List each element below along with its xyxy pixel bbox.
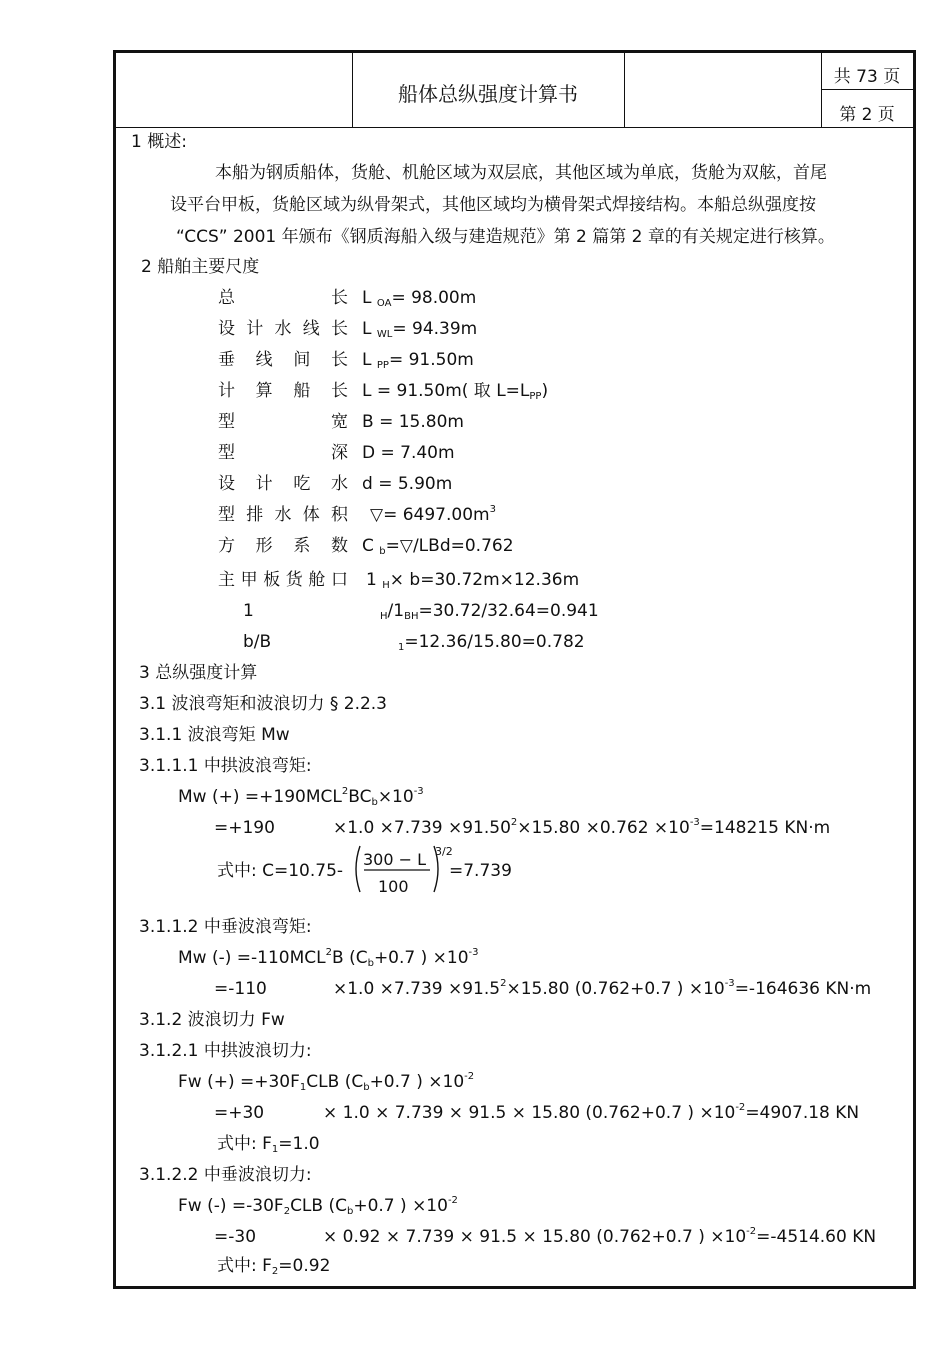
total-pages: 共 73 页	[833, 67, 901, 87]
f2-note: 式中: F2=0.92	[217, 1256, 331, 1277]
fraction-exponent: 3/2	[435, 845, 453, 858]
header-divider	[821, 89, 913, 90]
dim-value: L = 91.50m( 取 L=LPP)	[362, 381, 549, 402]
sagging-shear-formula: Fw (-) =-30F2CLB (Cb+0.7 ) $\times 10^{-2}$	[178, 1195, 458, 1217]
dim-label: 型 宽	[218, 412, 348, 432]
overview-line-3: “CCS” 2001 年颁布《钢质海船入级与建造规范》第 2 篇第 2 章的有关规定进行核算。	[176, 227, 835, 247]
dim-label: 计 算 船 长	[218, 381, 348, 401]
dim-value: d = 5.90m	[362, 474, 453, 494]
c-coefficient-result: =7.739	[449, 861, 512, 881]
overview-line-1: 本船为钢质船体，货舱、机舱区域为双层底，其他区域为单底，货舱为双舷，首尾	[215, 163, 827, 183]
section-3-1-2-1-heading: 3.1.2.1 中拱波浪切力:	[139, 1041, 312, 1061]
sagging-moment-formula: Mw (-) $=-110MCL^2B$ (Cb+0.7 ) $\times 10^{-3}$	[178, 947, 479, 969]
sagging-shear-calc: × 0.92 × 7.739 × 91.5 × 15.80 (0.762+0.7 ) $\times 10^{-2}=-4514.60$ KN	[323, 1226, 877, 1247]
hogging-shear-calc-lhs: =+30	[214, 1103, 265, 1123]
dim-label: 主 甲 板 货 舱 口	[218, 570, 348, 590]
section-3-1-heading: 3.1 波浪弯矩和波浪切力 § 2.2.3	[139, 694, 388, 714]
dim-label: 方 形 系 数	[218, 536, 348, 556]
hogging-shear-formula: Fw (+) =+30F1CLB (Cb+0.7 ) $\times 10^{-2}$	[178, 1071, 475, 1093]
section-3-1-1-heading: 3.1.1 波浪弯矩 Mw	[139, 725, 290, 745]
dim-label: 总 长	[218, 288, 348, 308]
dim-value: L OA= 98.00m	[362, 288, 477, 309]
breadth-ratio-value: 1=12.36/15.80=0.782	[398, 632, 585, 653]
document-title: 船体总纵强度计算书	[398, 82, 578, 106]
page-number: 第 2 页	[839, 105, 895, 125]
section-3-1-2-heading: 3.1.2 波浪切力 Fw	[139, 1010, 285, 1030]
hogging-shear-calc: × 1.0 × 7.739 × 91.5 × 15.80 (0.762+0.7 ) $\times 10^{-2}=4907.18$ KN	[323, 1102, 860, 1123]
hogging-moment-formula: Mw (+) $=+190MCL^2BCb\times 10^{-3}$	[178, 786, 424, 808]
breadth-ratio-label: b/B	[243, 632, 272, 652]
dim-label: 型 深	[218, 443, 348, 463]
dim-value: B = 15.80m	[362, 412, 464, 432]
f1-note: 式中: F1=1.0	[217, 1134, 320, 1155]
dim-value: L PP= 91.50m	[362, 350, 474, 371]
section-3-1-2-2-heading: 3.1.2.2 中垂波浪切力:	[139, 1165, 312, 1185]
block-coefficient-value: C b=▽/LBd=0.762	[362, 536, 514, 557]
section-3-1-1-1-heading: 3.1.1.1 中拱波浪弯矩:	[139, 756, 312, 776]
sagging-moment-calc-lhs: =-110	[214, 979, 267, 999]
dim-label: 垂 线 间 长	[218, 350, 348, 370]
hatch-ratio-value: H/1BH=30.72/32.64=0.941	[380, 601, 599, 622]
displacement-value: ▽= $6497.00m^3$	[370, 504, 496, 525]
section-3-1-1-2-heading: 3.1.1.2 中垂波浪弯矩:	[139, 917, 312, 937]
sagging-moment-calc: $\times 1.0 \times 7.739 \times 91.5^2\times 15.80$ (0.762+0.7 ) $\times 10^{-3}=-164636$ KN·m	[333, 978, 872, 999]
header-divider	[624, 53, 625, 127]
hatch-value: 1 H× b=30.72m×12.36m	[366, 570, 580, 591]
hatch-ratio-label: 1	[243, 601, 254, 621]
overview-line-2: 设平台甲板，货舱区域为纵骨架式，其他区域均为横骨架式焊接结构。本船总纵强度按	[170, 195, 816, 215]
dim-label: 型 排 水 体 积	[218, 505, 348, 525]
dim-value: D = 7.40m	[362, 443, 455, 463]
fraction-denominator: 100	[378, 877, 409, 896]
sagging-shear-calc-lhs: =-30	[214, 1227, 257, 1247]
dim-label: 设 计 吃 水	[218, 474, 348, 494]
section-1-heading: 1 概述:	[131, 132, 187, 152]
section-3-heading: 3 总纵强度计算	[139, 663, 258, 683]
dim-value: L WL= 94.39m	[362, 319, 478, 340]
dim-label: 设 计 水 线 长	[218, 319, 348, 339]
hogging-moment-calc: $\times 1.0 \times 7.739 \times 91.50^2\times 15.80 \times 0.762 \times 10^{-3}=148215$ KN·m	[333, 817, 831, 838]
header-table	[116, 53, 913, 128]
fraction-numerator: 300 − L	[363, 850, 427, 869]
section-2-heading: 2 船舶主要尺度	[141, 257, 260, 277]
c-coefficient-label: 式中: C=10.75-	[217, 861, 344, 881]
hogging-moment-calc-lhs: =+190	[214, 818, 275, 838]
